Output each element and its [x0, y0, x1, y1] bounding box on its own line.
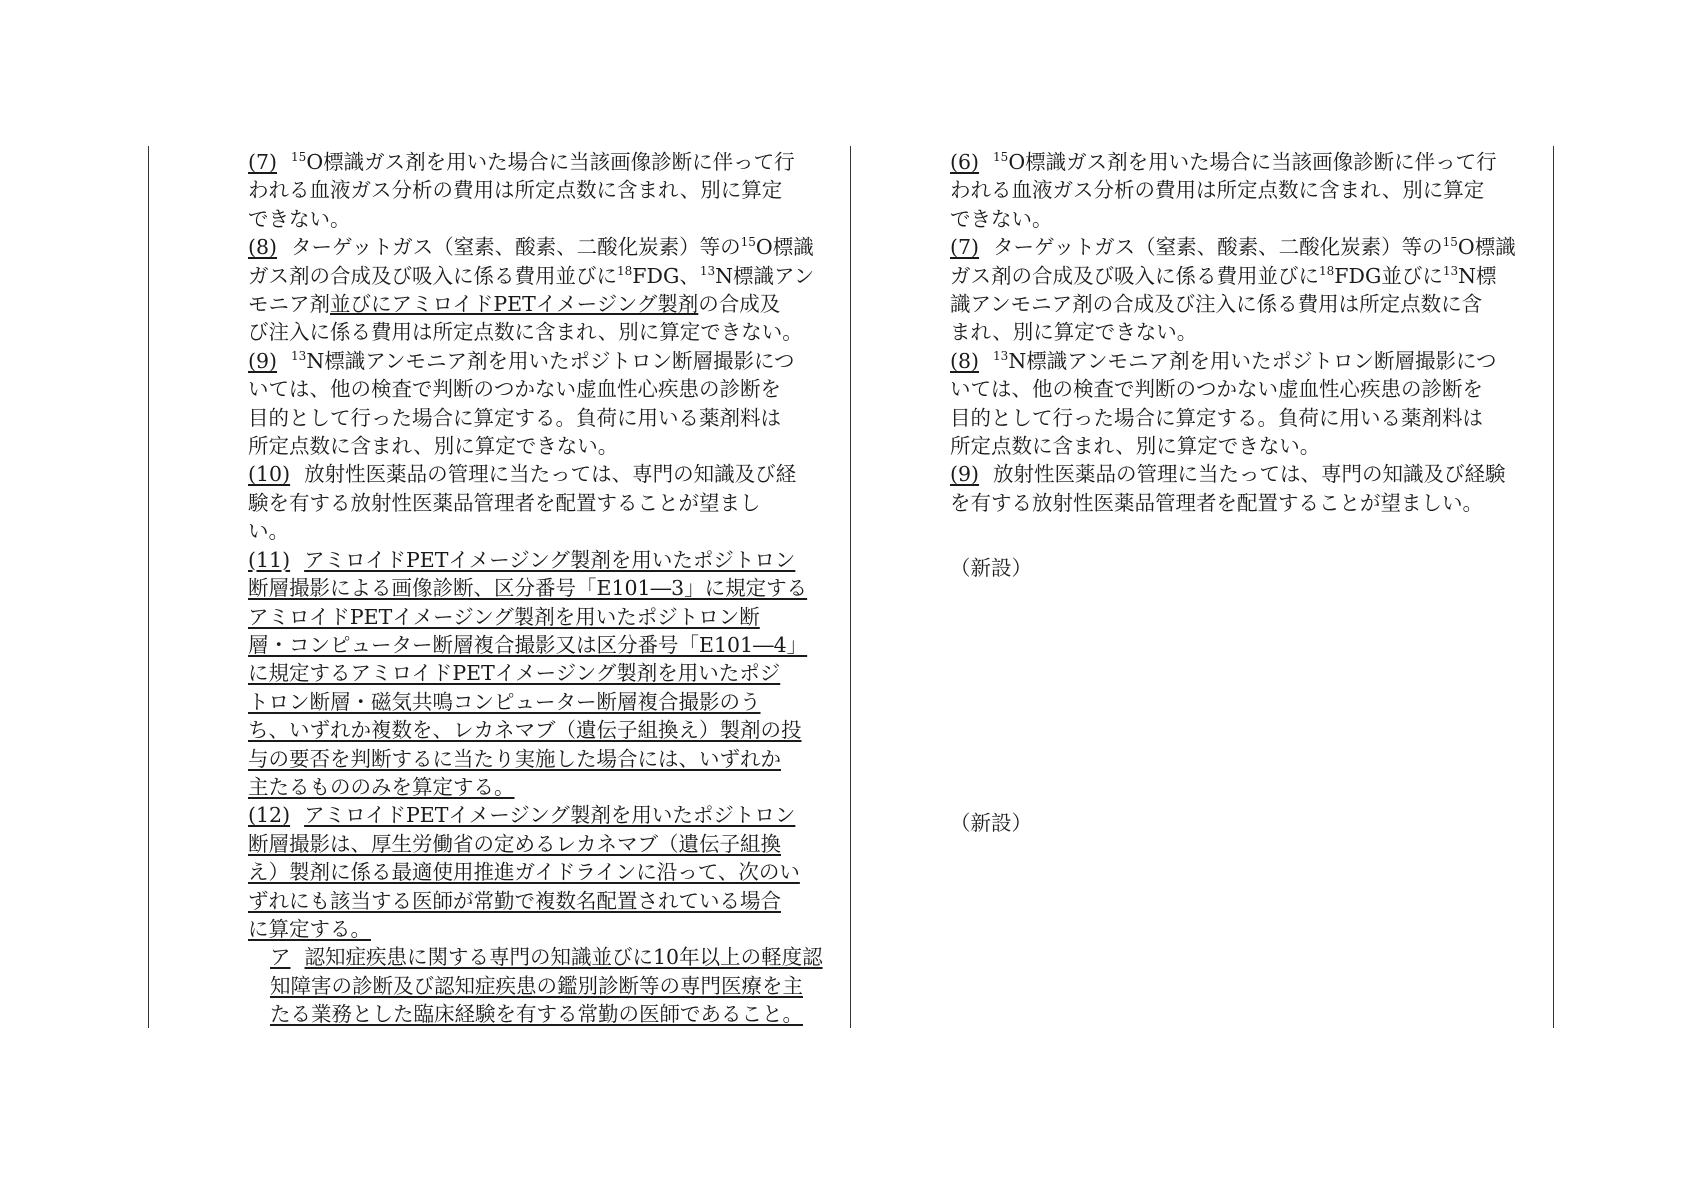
- text-line: 所定点数に含まれ、別に算定できない。: [950, 434, 1321, 459]
- text-line: ずれにも該当する医師が常勤で複数名配置されている場合: [248, 888, 781, 913]
- text-line: 験を有する放射性医薬品管理者を配置することが望まし: [248, 490, 761, 515]
- item-number: (7): [248, 150, 278, 174]
- right-item-6: [950, 148, 1542, 233]
- item-number: (7): [950, 235, 980, 260]
- text-line: 主たるもののみを算定する。: [248, 774, 515, 799]
- left-item-12: [248, 801, 840, 943]
- text-line: ち、いずれか複数を、レカネマブ（遺伝子組換え）製剤の投: [248, 718, 802, 743]
- left-border-rule: [148, 146, 149, 1028]
- text-line: 知障害の診断及び認知症疾患の鑑別診断等の専門医療を主: [270, 973, 803, 998]
- text-line: われる血液ガス分析の費用は所定点数に含まれ、別に算定: [950, 178, 1485, 203]
- text-line: に算定する。: [248, 916, 371, 941]
- item-number: (6): [950, 150, 980, 174]
- text-line: に規定するアミロイドPETイメージング製剤を用いたポジ: [248, 661, 781, 686]
- item-number: (8): [950, 348, 980, 373]
- text-line: 認知症疾患に関する専門の知識並びに10年以上の軽度認: [304, 945, 823, 970]
- text-line: アミロイドPETイメージング製剤を用いたポジトロン断: [248, 604, 760, 629]
- text-line: モニア剤並びにアミロイドPETイメージング製剤の合成及: [248, 292, 781, 317]
- text-line: たる業務とした臨床経験を有する常勤の医師であること。: [270, 1002, 803, 1027]
- text-line: 断層撮影による画像診断、区分番号「E101―3」に規定する: [248, 576, 808, 601]
- item-number: ア: [270, 945, 291, 970]
- text-line: できない。: [950, 206, 1053, 231]
- text-line: アミロイドPETイメージング製剤を用いたポジトロン: [304, 547, 796, 572]
- right-border-rule: [1553, 146, 1554, 1028]
- text-line: 与の要否を判断するに当たり実施した場合には、いずれか: [248, 746, 781, 771]
- text-line: いては、他の検査で判断のつかない虚血性心疾患の診断を: [248, 377, 781, 402]
- text-line: われる血液ガス分析の費用は所定点数に含まれ、別に算定: [248, 178, 783, 203]
- text-line: い。: [248, 519, 289, 544]
- item-number: (8): [248, 235, 278, 260]
- item-number: (9): [950, 462, 980, 487]
- left-item-10: [248, 460, 840, 545]
- text-line: 断層撮影は、厚生労働省の定めるレカネマブ（遺伝子組換: [248, 831, 781, 856]
- text-line: を有する放射性医薬品管理者を配置することが望ましい。: [950, 490, 1483, 515]
- center-divider-rule: [850, 146, 851, 1028]
- left-subitem-a: [248, 943, 840, 1028]
- text-line: まれ、別に算定できない。: [950, 320, 1198, 345]
- item-number: (9): [248, 348, 278, 373]
- left-item-9: [248, 347, 840, 461]
- text-line: $^{15}$O標識ガス剤を用いた場合に当該画像診断に伴って行: [291, 150, 795, 174]
- right-item-7: [950, 233, 1542, 347]
- text-line: ターゲットガス（窒素、酸素、二酸化炭素）等の$^{15}$O標識: [291, 235, 814, 260]
- text-line: 目的として行った場合に算定する。負荷に用いる薬剤料は: [950, 405, 1483, 430]
- revised-text-column: [248, 148, 840, 1029]
- text-line: 層・コンピューター断層複合撮影又は区分番号「E101―4」: [248, 632, 808, 657]
- text-line: 放射性医薬品の管理に当たっては、専門の知識及び経験: [993, 462, 1506, 487]
- text-line: $^{13}$N標識アンモニア剤を用いたポジトロン断層撮影につ: [291, 348, 795, 373]
- left-item-11: [248, 546, 840, 802]
- current-text-column: [950, 148, 1542, 835]
- new-provision-label: （新設）: [950, 556, 1032, 580]
- text-line: 所定点数に含まれ、別に算定できない。: [248, 434, 619, 459]
- text-line: $^{13}$N標識アンモニア剤を用いたポジトロン断層撮影につ: [993, 348, 1497, 373]
- left-item-8: [248, 233, 840, 347]
- text-line: 目的として行った場合に算定する。負荷に用いる薬剤料は: [248, 405, 781, 430]
- text-line: アミロイドPETイメージング製剤を用いたポジトロン: [304, 803, 796, 828]
- text-line: び注入に係る費用は所定点数に含まれ、別に算定できない。: [248, 320, 803, 345]
- item-number: (10): [248, 462, 291, 487]
- right-item-9: [950, 460, 1542, 517]
- item-number: (11): [248, 547, 291, 572]
- text-line: 放射性医薬品の管理に当たっては、専門の知識及び経: [304, 462, 797, 487]
- text-line: ガス剤の合成及び吸入に係る費用並びに$^{18}$FDG並びに$^{13}$N標: [950, 263, 1497, 288]
- right-item-8: [950, 347, 1542, 461]
- text-line: できない。: [248, 206, 351, 231]
- text-line: $^{15}$O標識ガス剤を用いた場合に当該画像診断に伴って行: [993, 150, 1497, 174]
- left-item-7: [248, 148, 840, 233]
- text-line: いては、他の検査で判断のつかない虚血性心疾患の診断を: [950, 377, 1483, 402]
- new-provision-label: （新設）: [950, 811, 1032, 835]
- text-line: ガス剤の合成及び吸入に係る費用並びに$^{18}$FDG、$^{13}$N標識アン: [248, 263, 815, 288]
- text-line: トロン断層・磁気共鳴コンピューター断層複合撮影のう: [248, 689, 761, 714]
- item-number: (12): [248, 803, 291, 828]
- text-line: え）製剤に係る最適使用推進ガイドラインに沿って、次のい: [248, 860, 800, 885]
- text-line: ターゲットガス（窒素、酸素、二酸化炭素）等の$^{15}$O標識: [993, 235, 1516, 260]
- text-line: 識アンモニア剤の合成及び注入に係る費用は所定点数に含: [950, 292, 1483, 317]
